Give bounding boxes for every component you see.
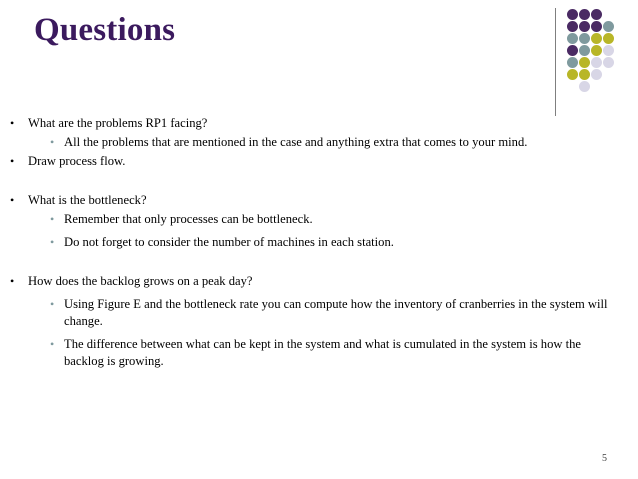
decor-dot (579, 45, 590, 56)
sub-bullet-text: The difference between what can be kept in the system and what is cumulated in the system is how the backlog is growing. (64, 337, 582, 368)
title-divider-line (555, 8, 556, 116)
decor-dot (603, 57, 614, 68)
decor-dot (567, 33, 578, 44)
page-number: 5 (602, 453, 607, 464)
decor-dot (603, 45, 614, 56)
sub-bullet-item (50, 296, 610, 330)
bullet-text: What is the bottleneck? (28, 193, 147, 207)
bullet-marker: • (10, 193, 15, 207)
decor-dot (603, 21, 614, 32)
sub-bullet-marker: • (50, 235, 55, 249)
decor-dot (579, 57, 590, 68)
decor-dot (591, 69, 602, 80)
sub-bullet-item (50, 336, 610, 370)
decor-dot (567, 57, 578, 68)
sub-bullet-text: Do not forget to consider the number of machines in each station. (64, 235, 394, 249)
decor-dot (591, 57, 602, 68)
decor-dot (579, 81, 590, 92)
decor-dot (591, 33, 602, 44)
decor-dot (591, 45, 602, 56)
decor-dot (591, 9, 602, 20)
sub-bullet-text: Remember that only processes can be bottleneck. (64, 212, 313, 226)
sub-bullet-marker: • (50, 135, 55, 149)
decor-dot (579, 9, 590, 20)
decor-dot (579, 33, 590, 44)
bullet-marker: • (10, 116, 15, 130)
decor-dot (567, 9, 578, 20)
slide-title: Questions (34, 12, 176, 48)
bullet-item (10, 273, 610, 290)
bullet-marker: • (10, 154, 15, 168)
decor-dot (567, 45, 578, 56)
decor-dot (567, 69, 578, 80)
sub-bullet-marker: • (50, 337, 55, 351)
bullet-item (10, 192, 610, 209)
decor-dot (591, 21, 602, 32)
bullet-item (10, 153, 610, 170)
bullet-marker: • (10, 274, 15, 288)
decor-dot (579, 21, 590, 32)
bullet-text: How does the backlog grows on a peak day? (28, 274, 253, 288)
sub-bullet-item (50, 234, 610, 251)
sub-bullet-marker: • (50, 212, 55, 226)
decor-dot (567, 21, 578, 32)
sub-bullet-item (50, 134, 610, 151)
sub-bullet-text: All the problems that are mentioned in the case and anything extra that comes to your mind. (64, 135, 528, 149)
bullet-text: Draw process flow. (28, 154, 126, 168)
decor-dot (579, 69, 590, 80)
sub-bullet-marker: • (50, 297, 55, 311)
decor-dot (603, 33, 614, 44)
bullet-item (10, 115, 610, 132)
bullet-text: What are the problems RP1 facing? (28, 116, 208, 130)
sub-bullet-text: Using Figure E and the bottleneck rate you can compute how the inventory of cranberries in the system will change. (64, 297, 608, 328)
sub-bullet-item (50, 211, 610, 228)
